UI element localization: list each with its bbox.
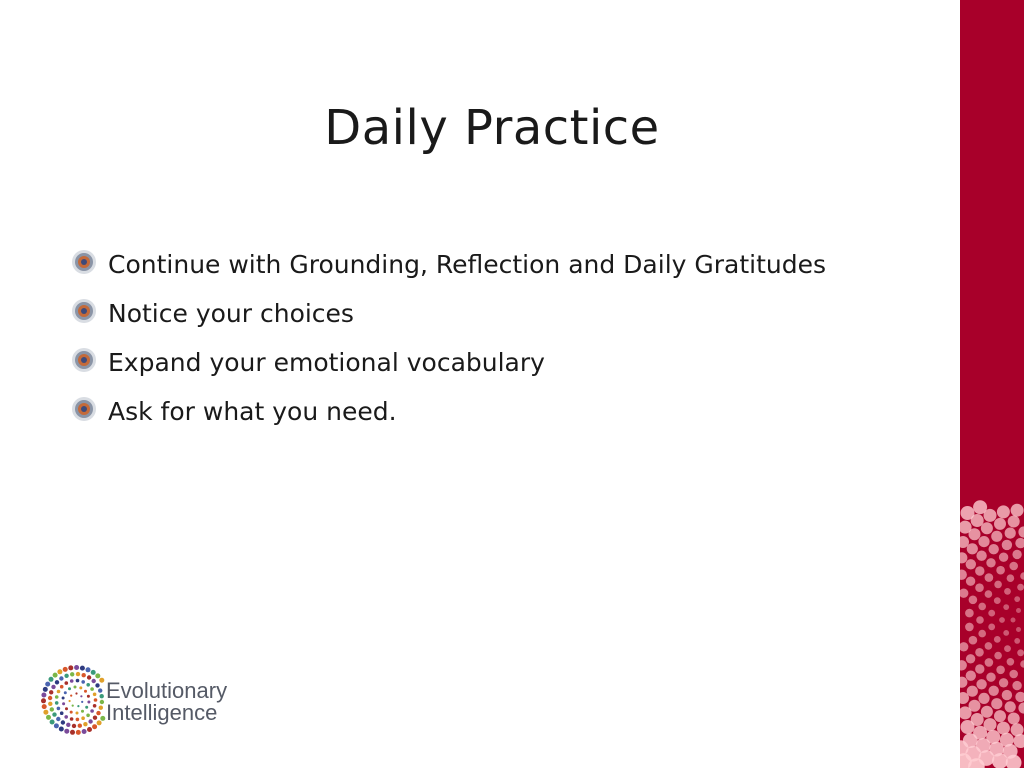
logo-dot	[96, 711, 100, 715]
logo-dot	[76, 718, 80, 722]
accent-band	[960, 0, 1024, 768]
decorative-dot	[1017, 649, 1024, 656]
logo-dot	[59, 676, 63, 680]
logo-dot	[100, 694, 104, 698]
decorative-dot	[975, 664, 984, 673]
decorative-dot	[1015, 692, 1024, 702]
decorative-dot	[985, 590, 993, 598]
decorative-dot	[1011, 504, 1024, 517]
logo-dot	[55, 695, 59, 699]
logo-dot	[43, 710, 48, 715]
decorative-dot	[969, 596, 978, 605]
logo-dot	[52, 712, 56, 716]
logo-dot	[76, 672, 80, 676]
logo-dot	[50, 707, 54, 711]
logo-dot	[62, 702, 65, 705]
logo-dot	[49, 677, 54, 682]
logo-dot	[55, 701, 59, 705]
logo-dot	[90, 687, 94, 691]
bullet-list	[70, 245, 950, 441]
decorative-dot	[989, 686, 999, 696]
logo-dot	[64, 715, 68, 719]
decorative-dot	[973, 500, 987, 514]
logo-dot	[81, 680, 85, 684]
spiral-bullet-icon	[70, 346, 98, 374]
logo	[40, 660, 260, 740]
logo-dot	[42, 704, 47, 709]
logo-dot	[41, 698, 46, 703]
logo-dot	[65, 707, 68, 710]
logo-dot	[48, 696, 52, 700]
decorative-dot	[1007, 574, 1015, 582]
decorative-dot	[967, 543, 978, 554]
decorative-dot	[989, 544, 999, 554]
logo-dot	[99, 678, 104, 683]
logo-dot	[91, 670, 96, 675]
decorative-dot	[999, 617, 1005, 623]
decorative-dot	[985, 573, 994, 582]
logo-dot	[70, 711, 73, 714]
bullet-text: Expand your emotional vocabulary	[108, 348, 545, 377]
logo-dot	[81, 716, 85, 720]
decorative-dot	[994, 636, 1001, 643]
logo-dot	[49, 690, 53, 694]
logo-dot	[80, 695, 82, 697]
logo-dot	[57, 707, 61, 711]
decorative-dot	[996, 566, 1005, 575]
decorative-dot	[1009, 562, 1018, 571]
spiral-bullet-icon	[70, 395, 98, 423]
logo-dot	[57, 690, 61, 694]
decorative-dot	[1012, 681, 1021, 690]
logo-dot	[65, 681, 69, 685]
logo-dot	[93, 693, 97, 697]
logo-dot	[78, 724, 82, 728]
logo-dot	[43, 687, 48, 692]
logo-dot	[64, 729, 69, 734]
logo-dot	[82, 729, 87, 734]
decorative-dot	[999, 553, 1008, 562]
logo-dot	[56, 717, 60, 721]
logo-dot	[70, 679, 74, 683]
decorative-dot	[1018, 526, 1024, 537]
decorative-dot	[975, 648, 984, 657]
decorative-dot	[978, 693, 989, 704]
bullet-item	[70, 392, 950, 441]
decorative-dot	[967, 686, 978, 697]
decorative-dot	[981, 706, 993, 718]
decorative-dot	[960, 589, 968, 598]
decorative-dot	[975, 566, 984, 575]
decorative-dot	[1005, 701, 1016, 712]
logo-dot	[92, 679, 96, 683]
decorative-dot	[978, 536, 989, 547]
bullet-text: Continue with Grounding, Reflection and Daily Gratitudes	[108, 250, 827, 279]
logo-dot	[64, 691, 67, 694]
logo-dot	[76, 679, 80, 683]
spiral-bullet-icon	[70, 248, 98, 276]
logo-dot	[70, 695, 72, 697]
decorative-dot	[966, 577, 975, 586]
decorative-dot	[961, 506, 975, 520]
bullet-item	[70, 343, 950, 392]
logo-dot	[63, 667, 68, 672]
decorative-dot	[997, 722, 1010, 735]
decorative-dot	[1020, 660, 1024, 668]
logo-dot	[57, 669, 62, 674]
decorative-dot	[999, 678, 1008, 687]
decorative-dot	[1014, 638, 1020, 644]
logo-dot	[46, 715, 51, 720]
logo-dot	[85, 706, 88, 709]
logo-dot	[88, 719, 92, 723]
logo-dot	[54, 723, 59, 728]
bullet-text: Notice your choices	[108, 299, 354, 328]
decorative-dot	[966, 559, 976, 569]
logo-dot	[59, 727, 64, 732]
decorative-dot	[1016, 608, 1021, 613]
decorative-dot	[966, 671, 976, 681]
logo-dot	[68, 665, 73, 670]
logo-dot	[87, 727, 92, 732]
logo-dot	[66, 723, 70, 727]
decorative-dot	[994, 581, 1002, 589]
decorative-dot	[1008, 713, 1020, 725]
slide-title: Daily Practice	[324, 100, 660, 156]
logo-dot	[70, 730, 75, 735]
decorative-dot	[991, 698, 1002, 709]
logo-dot	[95, 673, 100, 678]
decorative-dot	[985, 658, 994, 667]
decorative-dot	[1007, 658, 1015, 666]
decorative-dot	[1015, 538, 1024, 548]
decorative-dot	[966, 654, 975, 663]
decorative-dot	[997, 505, 1010, 518]
decorative-dot	[994, 710, 1006, 722]
decorative-dot	[960, 660, 967, 670]
decorative-dot	[994, 597, 1001, 604]
decorative-dot	[996, 666, 1005, 675]
decorative-dot	[965, 609, 974, 618]
logo-dot	[87, 701, 90, 704]
decorative-dot	[988, 624, 995, 631]
decorative-dot	[1002, 540, 1012, 550]
logo-dot	[76, 712, 79, 715]
logo-dot	[53, 673, 58, 678]
decorative-dot	[978, 603, 986, 611]
logo-dot	[79, 686, 82, 689]
logo-dot	[90, 709, 94, 713]
decorative-dot	[986, 673, 995, 682]
logo-text-line2: Intelligence	[106, 700, 218, 725]
logo-dot	[83, 722, 87, 726]
logo-dot	[69, 700, 71, 702]
dot-pattern-decoration	[960, 0, 1024, 768]
decorative-dot	[991, 531, 1002, 542]
decorative-dot	[1004, 645, 1011, 652]
decorative-dot	[1004, 588, 1011, 595]
logo-dot	[93, 704, 97, 708]
logo-dot	[77, 705, 79, 707]
decorative-dot	[1005, 528, 1016, 539]
decorative-dot	[988, 610, 995, 617]
logo-dot	[50, 720, 55, 725]
logo-dot	[92, 724, 97, 729]
decorative-dot	[1012, 550, 1021, 559]
logo-dot	[64, 674, 68, 678]
logo-dot	[94, 698, 98, 702]
logo-dot	[55, 680, 59, 684]
logo-dot	[86, 714, 90, 718]
logo-dot	[100, 700, 104, 704]
decorative-dot	[1008, 516, 1020, 528]
decorative-dot	[975, 583, 984, 592]
logo-dot	[70, 672, 74, 676]
logo-dot	[48, 702, 52, 706]
logo-dot	[86, 667, 91, 672]
bullet-item	[70, 245, 950, 294]
decorative-dot	[976, 616, 984, 624]
logo-dot	[61, 720, 65, 724]
logo-dot	[84, 690, 87, 693]
logo-dot	[68, 687, 71, 690]
decorative-dot	[1014, 596, 1020, 602]
logo-dot	[87, 695, 90, 698]
decorative-dot	[1002, 690, 1012, 700]
logo-dot	[98, 688, 102, 692]
logo-dot	[72, 724, 76, 728]
decorative-dot	[969, 636, 978, 645]
logo-dot	[87, 675, 91, 679]
logo-text-line1: Evolutionary	[106, 678, 228, 703]
decorative-dot	[1003, 604, 1009, 610]
logo-dot	[95, 683, 99, 687]
decorative-dot	[965, 623, 974, 632]
logo-dot	[62, 697, 65, 700]
decorative-dot	[978, 630, 986, 638]
bullet-item	[70, 294, 950, 343]
logo-dot	[51, 685, 55, 689]
logo-dot	[72, 705, 74, 707]
logo-dot	[81, 701, 83, 703]
decorative-dot	[960, 642, 968, 651]
decorative-dot	[1011, 618, 1016, 623]
decorative-dot	[986, 558, 995, 567]
decorative-dot	[1009, 670, 1018, 679]
logo-dot	[74, 686, 77, 689]
logo-dot	[74, 665, 79, 670]
logo-dot	[45, 682, 50, 687]
logo-dot	[81, 710, 84, 713]
logo-dot	[100, 716, 105, 721]
decorative-dot	[960, 570, 967, 580]
decorative-dot	[1016, 627, 1021, 632]
spiral-bullet-icon	[70, 297, 98, 325]
decorative-dot	[976, 679, 986, 689]
decorative-dot	[961, 720, 975, 734]
decorative-dot	[1020, 572, 1024, 580]
decorative-dot	[976, 551, 986, 561]
logo-dot	[76, 730, 81, 735]
logo-dot	[99, 706, 103, 710]
logo-dot	[80, 666, 85, 671]
decorative-dot	[1003, 630, 1009, 636]
spiral-logo-icon	[40, 660, 106, 740]
bullet-text: Ask for what you need.	[108, 397, 397, 426]
decorative-dot	[994, 518, 1006, 530]
decorative-dot	[1017, 584, 1024, 591]
logo-dot	[41, 693, 46, 698]
logo-dot	[86, 683, 90, 687]
decorative-dot	[994, 652, 1002, 660]
logo-dot	[82, 673, 86, 677]
logo-dot	[70, 717, 74, 721]
logo-dot	[75, 692, 77, 694]
logo-dot	[93, 716, 97, 720]
decorative-dot	[985, 642, 993, 650]
logo-dot	[97, 720, 102, 725]
logo-dot	[60, 685, 64, 689]
logo-dot	[60, 711, 64, 715]
decorative-dot	[1018, 702, 1024, 713]
decorative-dot	[981, 522, 993, 534]
